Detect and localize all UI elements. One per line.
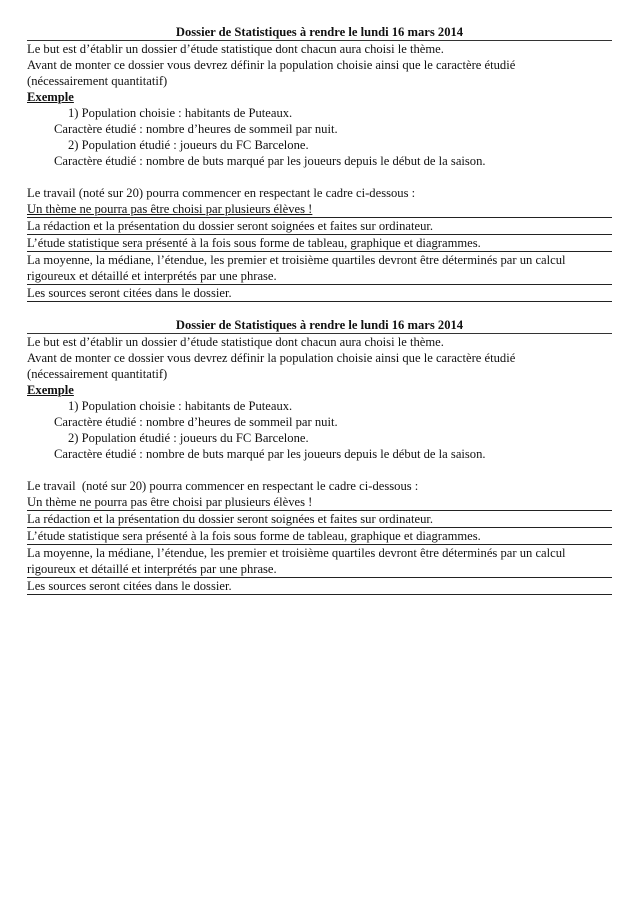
intro-line: Le but est d’établir un dossier d’étude statistique dont chacun aura choisi le thème. [27, 42, 444, 56]
example-heading: Exemple [27, 90, 74, 104]
rules-table [27, 494, 612, 595]
intro-line: Avant de monter ce dossier vous devrez définir la population choisie ainsi que le caractère étudié [27, 351, 516, 365]
intro-line: (nécessairement quantitatif) [27, 74, 168, 88]
intro-line: Le but est d’établir un dossier d’étude statistique dont chacun aura choisi le thème. [27, 335, 444, 349]
intro-line: (nécessairement quantitatif) [27, 367, 168, 381]
rule-row: Les sources seront citées dans le dossier. [27, 578, 612, 595]
assignment-title: Dossier de Statistiques à rendre le lundi 16 mars 2014 [27, 24, 612, 41]
example-caractere: Caractère étudié : nombre de buts marqué par les joueurs depuis le début de la saison. [54, 154, 486, 168]
assignment-block-1 [27, 24, 612, 302]
example-caractere: Caractère étudié : nombre de buts marqué par les joueurs depuis le début de la saison. [54, 447, 486, 461]
rule-row [27, 201, 612, 218]
rule-row: La moyenne, la médiane, l’étendue, les premier et troisième quartiles devront être déterminés par un calcul rigoureux et détaillé et interprétés par une phrase. [27, 252, 612, 285]
example-population: 2) Population étudié : joueurs du FC Barcelone. [68, 431, 309, 445]
example-caractere: Caractère étudié : nombre d’heures de sommeil par nuit. [54, 415, 338, 429]
assignment-block-2 [27, 317, 612, 595]
rule-row: La moyenne, la médiane, l’étendue, les premier et troisième quartiles devront être déterminés par un calcul rigoureux et détaillé et interprétés par une phrase. [27, 545, 612, 578]
rule-row: Un thème ne pourra pas être choisi par plusieurs élèves ! [27, 494, 612, 511]
rule-row: L’étude statistique sera présenté à la fois sous forme de tableau, graphique et diagrammes. [27, 528, 612, 545]
rule-row: L’étude statistique sera présenté à la fois sous forme de tableau, graphique et diagrammes. [27, 235, 612, 252]
rules-table [27, 201, 612, 302]
example-population: 1) Population choisie : habitants de Puteaux. [68, 399, 293, 413]
work-intro: Le travail (noté sur 20) pourra commencer en respectant le cadre ci-dessous : [27, 479, 419, 493]
rule-row: Les sources seront citées dans le dossier. [27, 285, 612, 302]
example-population: 2) Population étudié : joueurs du FC Barcelone. [68, 138, 309, 152]
rule-row: La rédaction et la présentation du dossier seront soignées et faites sur ordinateur. [27, 511, 612, 528]
assignment-title: Dossier de Statistiques à rendre le lundi 16 mars 2014 [27, 317, 612, 334]
example-population: 1) Population choisie : habitants de Puteaux. [68, 106, 293, 120]
rule-text: Un thème ne pourra pas être choisi par plusieurs élèves ! [27, 202, 313, 216]
example-heading: Exemple [27, 383, 74, 397]
rule-row: La rédaction et la présentation du dossier seront soignées et faites sur ordinateur. [27, 218, 612, 235]
intro-line: Avant de monter ce dossier vous devrez définir la population choisie ainsi que le caractère étudié [27, 58, 516, 72]
example-caractere: Caractère étudié : nombre d’heures de sommeil par nuit. [54, 122, 338, 136]
work-intro: Le travail (noté sur 20) pourra commencer en respectant le cadre ci-dessous : [27, 186, 416, 200]
